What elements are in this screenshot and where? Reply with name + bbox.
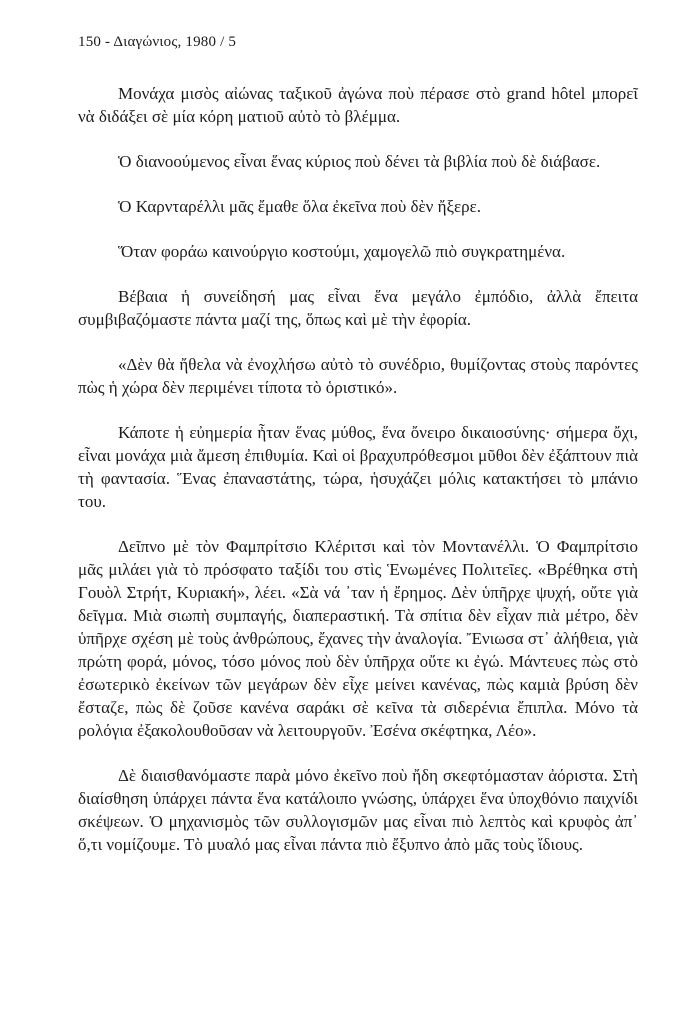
- running-head: 150 - Διαγώνιος, 1980 / 5: [78, 34, 237, 50]
- paragraph-intuition: Δὲ διαισθανόμαστε παρὰ μόνο ἐκεῖνο ποὺ ἤδη σκεφτόμασταν ἀόριστα. Στὴ διαίσθηση ὑπάρχει πάντα ἕνα κατάλοιπο γνώσης, ὑπάρχει ἕνα ὑποχθόνιο παιχνίδι σκέψεων. Ὁ μηχανισμὸς τῶν συλλογισμῶν μας εἶναι πιὸ λεπτὸς καὶ κρυφὸς ἀπ᾽ ὅ,τι νομίζουμε. Τὸ μυαλό μας εἶναι πάντα πιὸ ἔξυπνο ἀπὸ μᾶς τοὺς ἴδιους.: [78, 766, 638, 854]
- paragraph-congress-quote: «Δὲν θὰ ἤθελα νὰ ἐνοχλήσω αὐτὸ τὸ συνέδριο, θυμίζοντας στοὺς παρόντες πὼς ἡ χώρα δὲν περιμένει τίποτα τὸ ὁριστικό».: [78, 355, 638, 397]
- paragraph-dinner-wall-street: Δεῖπνο μὲ τὸν Φαμπρίτσιο Κλέριτσι καὶ τὸν Μοντανέλλι. Ὁ Φαμπρίτσιο μᾶς μιλάει γιὰ τὸ πρόσφατο ταξίδι του στὶς Ἑνωμένες Πολιτεῖες. «Βρέθηκα στὴ Γουὸλ Στρήτ, Κυριακή», λέει. «Σὰ νά ᾽ταν ἡ ἔρημος. Δὲν ὑπῆρχε ψυχή, οὔτε γιὰ δεῖγμα. Μιὰ σιωπὴ συμπαγής, διαπεραστική. Τὰ σπίτια δὲν εἶχαν πιὰ μέτρο, δὲν ὑπῆρχε σχέση μὲ τοὺς ἀνθρώπους, ἔχανες τὴν ἀναλογία. Ἔνιωσα στ᾽ ἀλήθεια, γιὰ πρώτη φορά, μόνος, τόσο μόνος ποὺ δὲν ὑπῆρχα οὔτε κι ἐγώ. Μάντευες πὼς στὸ ἐσωτερικὸ ἐκείνων τῶν μεγάρων δὲν εἶχε μείνει κανένας, πὼς καμιὰ βρύση δὲν ἔσταζε, πὼς δὲ ζοῦσε κανένα σαράκι σὲ κεῖνα τὰ σιδερένια ἔπιπλα. Μόνο τὰ ρολόγια ἐξακολουθοῦσαν νὰ λειτουργοῦν. Ἐσένα σκέφτηκα, Λέο».: [78, 537, 638, 740]
- body-text: [78, 82, 638, 878]
- paragraph-new-suit: Ὅταν φοράω καινούργιο κοστούμι, χαμογελῶ πιὸ συγκρατημένα.: [118, 242, 566, 261]
- paragraph-prosperity: Κάποτε ἡ εὐημερία ἦταν ἕνας μύθος, ἕνα ὄνειρο δικαιοσύνης· σήμερα ὄχι, εἶναι μονάχα μιὰ ἄμεση ἐπιθυμία. Καὶ οἱ βραχυπρόθεσμοι μῦθοι δὲν ἐξάπτουν πιὰ τὴ φαντασία. Ἕνας ἐπαναστάτης, τώρα, ἡσυχάζει μόλις κατακτήσει τὸ μπάνιο του.: [78, 423, 638, 511]
- paragraph-intellectual: Ὁ διανοούμενος εἶναι ἕνας κύριος ποὺ δένει τὰ βιβλία ποὺ δὲ διάβασε.: [118, 152, 601, 171]
- paragraph-conscience: Βέβαια ἡ συνείδησή μας εἶναι ἕνα μεγάλο ἐμπόδιο, ἀλλὰ ἔπειτα συμβιβαζόμαστε πάντα μαζί της, ὅπως καὶ μὲ τὴν ἐφορία.: [78, 287, 638, 329]
- paragraph-cardarelli: Ὁ Καρνταρέλλι μᾶς ἔμαθε ὅλα ἐκεῖνα ποὺ δὲν ἤξερε.: [118, 197, 482, 216]
- paragraph-grand-hotel: Μονάχα μισὸς αἰώνας ταξικοῦ ἀγώνα ποὺ πέρασε στὸ grand hôtel μπορεῖ νὰ διδάξει σὲ μία κόρη ματιοῦ αὐτὸ τὸ βλέμμα.: [78, 84, 638, 126]
